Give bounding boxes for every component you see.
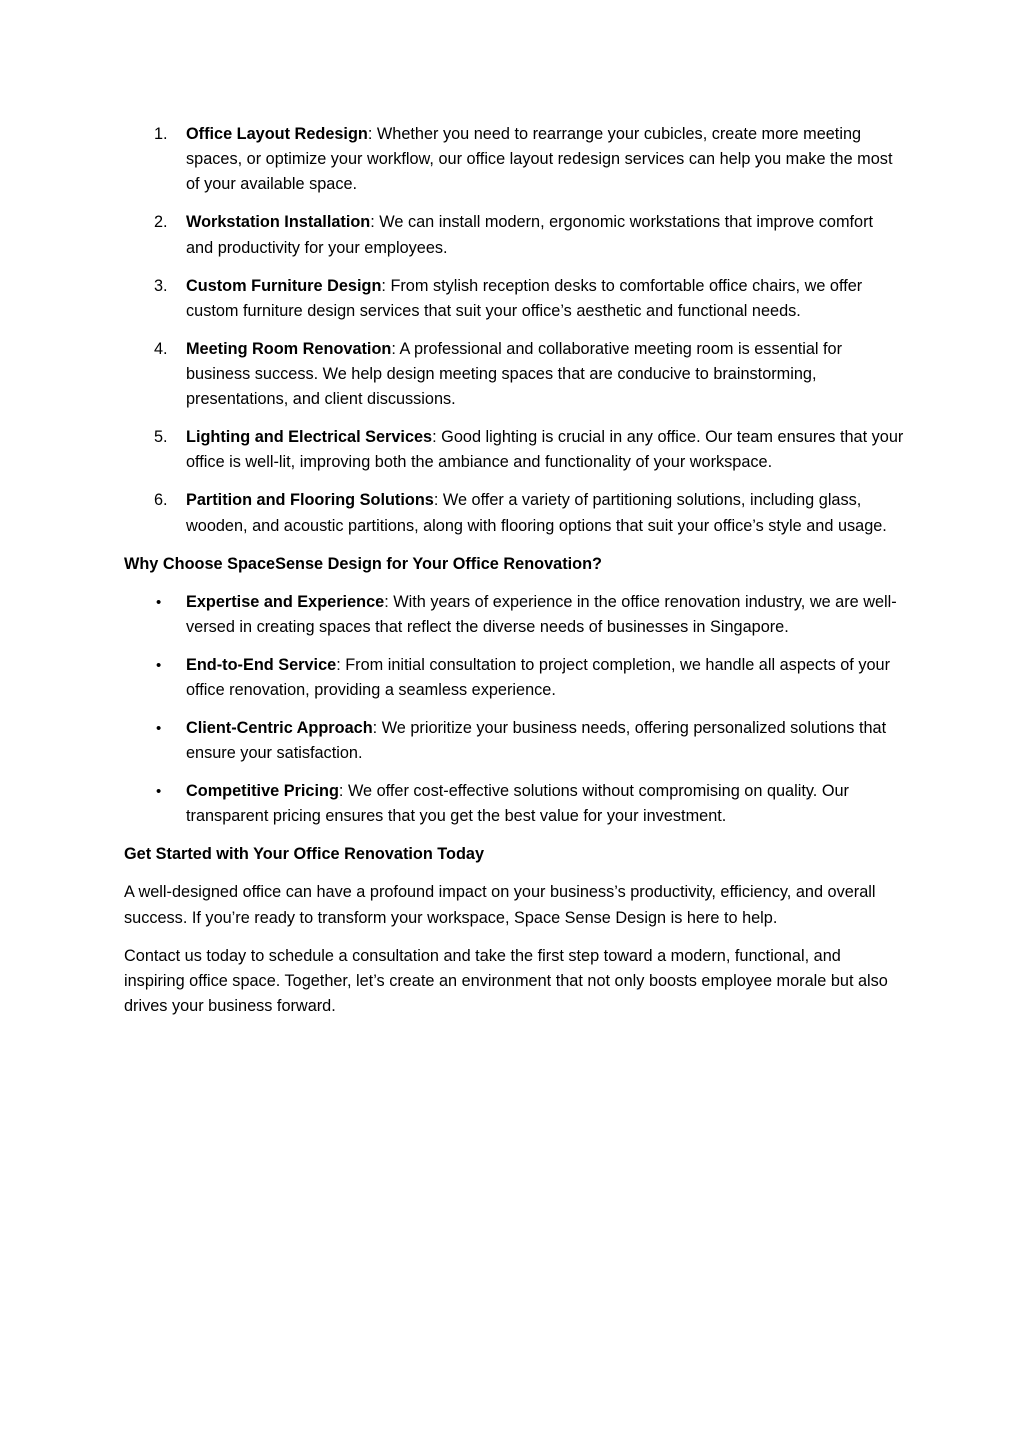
list-number: 5. [154, 428, 168, 447]
list-number: 4. [154, 339, 168, 358]
reason-description: : We prioritize your business needs, offering personalized solutions that ensure your satisfaction. [186, 719, 887, 763]
service-item-3 [124, 274, 904, 324]
reason-title: Expertise and Experience [186, 592, 385, 611]
service-item-2 [124, 210, 904, 260]
service-item-5 [124, 425, 904, 475]
bullet-icon: • [156, 656, 162, 674]
reason-title: Client-Centric Approach [186, 719, 373, 738]
service-item-6 [124, 488, 904, 538]
services-list [124, 122, 904, 539]
service-description: : Whether you need to rearrange your cubicles, create more meeting spaces, or optimize your workflow, our office layout redesign services can help you make the most of your available space. [186, 125, 893, 194]
reason-description: : With years of experience in the office renovation industry, we are well-versed in creating spaces that reflect the diverse needs of businesses in Singapore. [186, 592, 897, 636]
reason-item-3 [124, 716, 904, 766]
list-number: 2. [154, 213, 168, 232]
bullet-icon: • [156, 720, 162, 738]
why-choose-heading: Why Choose SpaceSense Design for Your Office Renovation? [124, 554, 602, 573]
reason-item-2 [124, 653, 904, 703]
service-description: : We can install modern, ergonomic workstations that improve comfort and productivity for your employees. [186, 213, 874, 257]
document-page [124, 122, 904, 1032]
service-description: : We offer a variety of partitioning solutions, including glass, wooden, and acoustic partitions, along with flooring options that suit your office’s style and usage. [186, 491, 887, 535]
service-title: Workstation Installation [186, 213, 371, 232]
service-title: Partition and Flooring Solutions [186, 491, 434, 510]
reason-item-1 [124, 590, 904, 640]
service-description: : Good lighting is crucial in any office. Our team ensures that your office is well-lit, improving both the ambiance and functionality of your workspace. [186, 428, 904, 472]
list-number: 1. [154, 125, 168, 143]
bullet-icon: • [156, 593, 162, 611]
service-title: Lighting and Electrical Services [186, 428, 433, 447]
service-description: : A professional and collaborative meeting room is essential for business success. We help design meeting spaces that are conducive to brainstorming, presentations, and client discussions. [186, 339, 843, 409]
service-title: Custom Furniture Design [186, 276, 382, 295]
service-item-4 [124, 337, 904, 413]
reason-title: Competitive Pricing [186, 782, 339, 801]
reasons-list [124, 590, 904, 830]
service-item-1 [124, 122, 904, 198]
reason-title: End-to-End Service [186, 655, 337, 674]
service-title: Meeting Room Renovation [186, 339, 392, 358]
get-started-heading: Get Started with Your Office Renovation Today [124, 845, 485, 864]
list-number: 3. [154, 276, 168, 295]
list-number: 6. [154, 491, 168, 510]
service-description: : From stylish reception desks to comfortable office chairs, we offer custom furniture design services that suit your office’s aesthetic and functional needs. [186, 276, 863, 320]
intro-paragraph: A well-designed office can have a profound impact on your business’s productivity, efficiency, and overall success. If you’re ready to transform your workspace, Space Sense Design is here to help. [124, 883, 876, 927]
reason-item-4 [124, 779, 904, 829]
bullet-icon: • [156, 783, 162, 801]
contact-paragraph: Contact us today to schedule a consultation and take the first step toward a modern, functional, and inspiring office space. Together, let’s create an environment that not only boosts employee morale but also drives your business forward. [124, 946, 888, 1016]
reason-description: : From initial consultation to project completion, we handle all aspects of your office renovation, providing a seamless experience. [186, 655, 891, 700]
service-title: Office Layout Redesign [186, 125, 368, 143]
reason-description: : We offer cost-effective solutions without compromising on quality. Our transparent pricing ensures that you get the best value for your investment. [186, 782, 849, 826]
